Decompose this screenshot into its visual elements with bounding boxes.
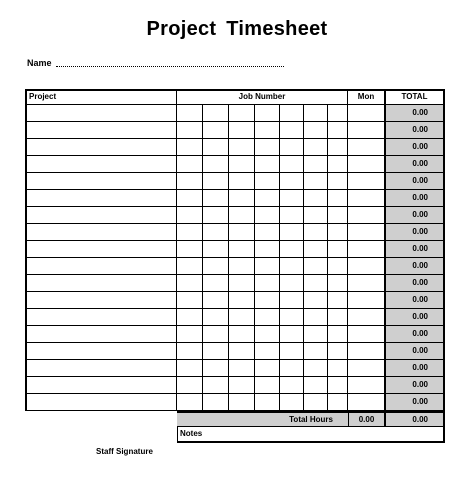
row-total-cell: 0.00 <box>386 224 445 241</box>
page-title: Project Timesheet <box>146 18 328 40</box>
job-number-cell[interactable] <box>255 275 280 292</box>
header-job-number: Job Number <box>177 89 348 105</box>
job-number-cell[interactable] <box>328 360 348 377</box>
job-number-cell[interactable] <box>203 292 229 309</box>
job-number-cell[interactable] <box>203 309 229 326</box>
job-number-cell[interactable] <box>255 360 280 377</box>
project-cell[interactable] <box>25 105 177 122</box>
job-number-cell[interactable] <box>229 105 255 122</box>
job-number-cell[interactable] <box>304 258 328 275</box>
job-number-cell[interactable] <box>203 207 229 224</box>
job-number-cell[interactable] <box>203 326 229 343</box>
mon-hours-cell[interactable] <box>348 241 386 258</box>
timesheet-table <box>25 89 445 443</box>
job-number-cell[interactable] <box>203 394 229 411</box>
job-number-cell[interactable] <box>177 394 203 411</box>
project-cell[interactable] <box>25 156 177 173</box>
job-number-cell[interactable] <box>255 105 280 122</box>
job-number-cell[interactable] <box>255 326 280 343</box>
row-total-cell: 0.00 <box>386 360 445 377</box>
job-number-cell[interactable] <box>229 207 255 224</box>
job-number-cell[interactable] <box>280 139 304 156</box>
job-number-cell[interactable] <box>280 309 304 326</box>
job-number-cell[interactable] <box>229 190 255 207</box>
job-number-cell[interactable] <box>280 190 304 207</box>
row-total-cell: 0.00 <box>386 326 445 343</box>
mon-hours-cell[interactable] <box>348 292 386 309</box>
job-number-cell[interactable] <box>203 241 229 258</box>
row-total-cell: 0.00 <box>386 207 445 224</box>
job-number-cell[interactable] <box>177 105 203 122</box>
job-number-cell[interactable] <box>304 360 328 377</box>
job-number-cell[interactable] <box>280 360 304 377</box>
job-number-cell[interactable] <box>280 105 304 122</box>
job-number-cell[interactable] <box>229 224 255 241</box>
job-number-cell[interactable] <box>304 190 328 207</box>
job-number-cell[interactable] <box>328 207 348 224</box>
row-total-cell: 0.00 <box>386 275 445 292</box>
header-mon: Mon <box>348 89 386 105</box>
job-number-cell[interactable] <box>229 241 255 258</box>
job-number-cell[interactable] <box>177 139 203 156</box>
job-number-cell[interactable] <box>203 275 229 292</box>
job-number-cell[interactable] <box>328 156 348 173</box>
mon-hours-cell[interactable] <box>348 173 386 190</box>
job-number-cell[interactable] <box>304 241 328 258</box>
job-number-cell[interactable] <box>304 309 328 326</box>
row-total-cell: 0.00 <box>386 105 445 122</box>
job-number-cell[interactable] <box>203 173 229 190</box>
job-number-cell[interactable] <box>177 173 203 190</box>
mon-hours-cell[interactable] <box>348 156 386 173</box>
job-number-cell[interactable] <box>328 258 348 275</box>
job-number-cell[interactable] <box>280 173 304 190</box>
job-number-cell[interactable] <box>255 241 280 258</box>
mon-hours-cell[interactable] <box>348 394 386 411</box>
total-hours-label: Total Hours <box>177 411 348 427</box>
job-number-cell[interactable] <box>177 258 203 275</box>
job-number-cell[interactable] <box>328 173 348 190</box>
job-number-cell[interactable] <box>280 156 304 173</box>
job-number-cell[interactable] <box>203 139 229 156</box>
mon-hours-cell[interactable] <box>348 139 386 156</box>
job-number-cell[interactable] <box>304 377 328 394</box>
job-number-cell[interactable] <box>328 122 348 139</box>
job-number-cell[interactable] <box>304 275 328 292</box>
job-number-cell[interactable] <box>304 224 328 241</box>
job-number-cell[interactable] <box>255 394 280 411</box>
notes-box[interactable] <box>177 427 445 443</box>
row-total-cell: 0.00 <box>386 258 445 275</box>
job-number-cell[interactable] <box>203 156 229 173</box>
mon-hours-cell[interactable] <box>348 190 386 207</box>
job-number-cell[interactable] <box>328 275 348 292</box>
job-number-cell[interactable] <box>280 292 304 309</box>
mon-hours-cell[interactable] <box>348 258 386 275</box>
header-total: TOTAL <box>386 89 445 105</box>
mon-hours-cell[interactable] <box>348 377 386 394</box>
job-number-cell[interactable] <box>255 139 280 156</box>
job-number-cell[interactable] <box>280 326 304 343</box>
header-project: Project <box>25 89 177 105</box>
job-number-cell[interactable] <box>255 343 280 360</box>
row-total-cell: 0.00 <box>386 156 445 173</box>
mon-hours-cell[interactable] <box>348 105 386 122</box>
project-cell[interactable] <box>25 139 177 156</box>
project-cell[interactable] <box>25 326 177 343</box>
job-number-cell[interactable] <box>328 309 348 326</box>
job-number-cell[interactable] <box>304 139 328 156</box>
row-total-cell: 0.00 <box>386 173 445 190</box>
job-number-cell[interactable] <box>304 105 328 122</box>
job-number-cell[interactable] <box>328 190 348 207</box>
job-number-cell[interactable] <box>177 241 203 258</box>
job-number-cell[interactable] <box>280 343 304 360</box>
job-number-cell[interactable] <box>177 122 203 139</box>
project-cell[interactable] <box>25 122 177 139</box>
mon-hours-cell[interactable] <box>348 309 386 326</box>
grand-total-hours: 0.00 <box>386 411 445 427</box>
job-number-cell[interactable] <box>203 105 229 122</box>
job-number-cell[interactable] <box>328 241 348 258</box>
mon-hours-cell[interactable] <box>348 224 386 241</box>
job-number-cell[interactable] <box>304 156 328 173</box>
job-number-cell[interactable] <box>177 292 203 309</box>
mon-hours-cell[interactable] <box>348 122 386 139</box>
job-number-cell[interactable] <box>203 258 229 275</box>
job-number-cell[interactable] <box>203 190 229 207</box>
mon-total-hours: 0.00 <box>348 411 386 427</box>
job-number-cell[interactable] <box>177 207 203 224</box>
job-number-cell[interactable] <box>255 309 280 326</box>
job-number-cell[interactable] <box>229 275 255 292</box>
job-number-cell[interactable] <box>255 377 280 394</box>
job-number-cell[interactable] <box>280 394 304 411</box>
job-number-cell[interactable] <box>328 292 348 309</box>
job-number-cell[interactable] <box>229 394 255 411</box>
job-number-cell[interactable] <box>304 326 328 343</box>
job-number-cell[interactable] <box>229 122 255 139</box>
mon-hours-cell[interactable] <box>348 360 386 377</box>
job-number-cell[interactable] <box>229 292 255 309</box>
project-cell[interactable] <box>25 377 177 394</box>
job-number-cell[interactable] <box>255 292 280 309</box>
job-number-cell[interactable] <box>255 173 280 190</box>
project-cell[interactable] <box>25 173 177 190</box>
job-number-cell[interactable] <box>177 309 203 326</box>
mon-hours-cell[interactable] <box>348 326 386 343</box>
job-number-cell[interactable] <box>229 326 255 343</box>
job-number-cell[interactable] <box>203 122 229 139</box>
row-total-cell: 0.00 <box>386 309 445 326</box>
job-number-cell[interactable] <box>255 122 280 139</box>
job-number-cell[interactable] <box>328 326 348 343</box>
row-total-cell: 0.00 <box>386 241 445 258</box>
job-number-cell[interactable] <box>280 377 304 394</box>
mon-hours-cell[interactable] <box>348 275 386 292</box>
project-cell[interactable] <box>25 292 177 309</box>
mon-hours-cell[interactable] <box>348 207 386 224</box>
row-total-cell: 0.00 <box>386 377 445 394</box>
job-number-cell[interactable] <box>177 190 203 207</box>
job-number-cell[interactable] <box>255 258 280 275</box>
job-number-cell[interactable] <box>304 292 328 309</box>
job-number-cell[interactable] <box>328 394 348 411</box>
job-number-cell[interactable] <box>304 207 328 224</box>
project-cell[interactable] <box>25 258 177 275</box>
job-number-cell[interactable] <box>203 377 229 394</box>
job-number-cell[interactable] <box>203 360 229 377</box>
job-number-cell[interactable] <box>280 122 304 139</box>
job-number-cell[interactable] <box>328 343 348 360</box>
notes-label: Notes <box>180 429 203 438</box>
job-number-cell[interactable] <box>177 275 203 292</box>
project-cell[interactable] <box>25 207 177 224</box>
job-number-cell[interactable] <box>280 207 304 224</box>
job-number-cell[interactable] <box>304 394 328 411</box>
job-number-cell[interactable] <box>280 275 304 292</box>
job-number-cell[interactable] <box>255 207 280 224</box>
job-number-cell[interactable] <box>280 258 304 275</box>
job-number-cell[interactable] <box>328 105 348 122</box>
job-number-cell[interactable] <box>304 343 328 360</box>
job-number-cell[interactable] <box>255 224 280 241</box>
job-number-cell[interactable] <box>255 190 280 207</box>
job-number-cell[interactable] <box>328 224 348 241</box>
project-cell[interactable] <box>25 394 177 411</box>
row-total-cell: 0.00 <box>386 394 445 411</box>
job-number-cell[interactable] <box>328 139 348 156</box>
project-cell[interactable] <box>25 241 177 258</box>
job-number-cell[interactable] <box>255 156 280 173</box>
project-cell[interactable] <box>25 224 177 241</box>
job-number-cell[interactable] <box>229 377 255 394</box>
job-number-cell[interactable] <box>328 377 348 394</box>
job-number-cell[interactable] <box>203 224 229 241</box>
job-number-cell[interactable] <box>229 343 255 360</box>
job-number-cell[interactable] <box>229 156 255 173</box>
job-number-cell[interactable] <box>280 241 304 258</box>
row-total-cell: 0.00 <box>386 343 445 360</box>
project-cell[interactable] <box>25 190 177 207</box>
name-label: Name <box>27 58 52 68</box>
mon-hours-cell[interactable] <box>348 343 386 360</box>
project-cell[interactable] <box>25 360 177 377</box>
row-total-cell: 0.00 <box>386 139 445 156</box>
row-total-cell: 0.00 <box>386 292 445 309</box>
job-number-cell[interactable] <box>304 122 328 139</box>
project-cell[interactable] <box>25 275 177 292</box>
job-number-cell[interactable] <box>203 343 229 360</box>
project-cell[interactable] <box>25 309 177 326</box>
row-total-cell: 0.00 <box>386 122 445 139</box>
job-number-cell[interactable] <box>229 139 255 156</box>
job-number-cell[interactable] <box>280 224 304 241</box>
job-number-cell[interactable] <box>229 360 255 377</box>
job-number-cell[interactable] <box>229 173 255 190</box>
name-field-line[interactable] <box>56 66 284 67</box>
job-number-cell[interactable] <box>177 360 203 377</box>
job-number-cell[interactable] <box>177 224 203 241</box>
staff-signature-label: Staff Signature <box>96 447 153 456</box>
job-number-cell[interactable] <box>177 156 203 173</box>
job-number-cell[interactable] <box>304 173 328 190</box>
project-cell[interactable] <box>25 343 177 360</box>
job-number-cell[interactable] <box>177 326 203 343</box>
job-number-cell[interactable] <box>229 258 255 275</box>
job-number-cell[interactable] <box>177 343 203 360</box>
row-total-cell: 0.00 <box>386 190 445 207</box>
job-number-cell[interactable] <box>229 309 255 326</box>
job-number-cell[interactable] <box>177 377 203 394</box>
